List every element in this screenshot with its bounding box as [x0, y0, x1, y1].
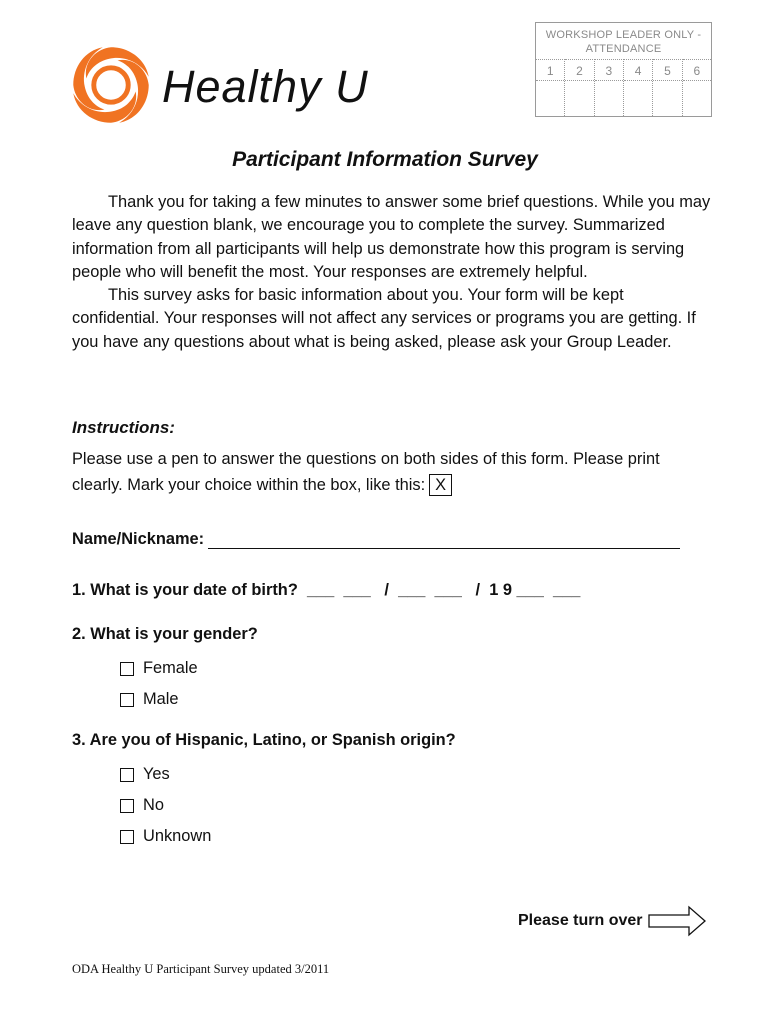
- checkbox[interactable]: [120, 830, 134, 844]
- option-label: No: [143, 796, 164, 814]
- hispanic-option-no[interactable]: [120, 796, 164, 815]
- brand-name: Healthy U: [162, 61, 369, 112]
- attendance-session-cell[interactable]: [565, 59, 594, 116]
- name-label: Name/Nickname:: [72, 530, 205, 548]
- attendance-session-cell[interactable]: [624, 59, 653, 116]
- option-label: Yes: [143, 765, 170, 783]
- checkbox[interactable]: [120, 768, 134, 782]
- footer-note: ODA Healthy U Participant Survey updated 3/2011: [72, 962, 330, 976]
- arrow-right-outline-icon: [647, 905, 707, 937]
- session-number: 1: [546, 64, 554, 78]
- turn-over-note: [518, 905, 707, 937]
- session-number: 2: [576, 64, 583, 78]
- dob-question[interactable]: 1. What is your date of birth? ___ ___ / ___ ___ / 1 9 ___ ___: [72, 581, 581, 599]
- intro-paragraph-2: This survey asks for basic information about you. Your form will be kept confidential. Your responses will not affect any services or programs you are getting. If you have any questions about what is being asked, please ask your Group Leader.: [72, 286, 696, 351]
- option-label: Female: [143, 659, 198, 677]
- gender-option-female[interactable]: [120, 659, 198, 678]
- session-number: 6: [693, 64, 701, 78]
- option-label: Unknown: [143, 827, 212, 845]
- attendance-session-cell[interactable]: [683, 59, 711, 116]
- attendance-box: [535, 22, 712, 117]
- attendance-session-cell[interactable]: [595, 59, 624, 116]
- session-number: 4: [634, 64, 642, 78]
- attendance-heading-line1: WORKSHOP LEADER ONLY -: [545, 29, 702, 41]
- instructions-heading: Instructions:: [72, 418, 175, 437]
- attendance-session-cell[interactable]: [536, 59, 565, 116]
- survey-title: Participant Information Survey: [232, 148, 538, 171]
- example-mark-box: X: [429, 474, 452, 496]
- gender-option-male[interactable]: [120, 690, 179, 709]
- intro-text: [72, 191, 712, 354]
- turn-over-label: Please turn over: [518, 912, 643, 929]
- option-label: Male: [143, 690, 179, 708]
- instructions-body: Please use a pen to answer the questions on both sides of this form. Please print clearly. Mark your choice within the box, like this:: [72, 450, 660, 494]
- instructions-text: [72, 446, 712, 498]
- attendance-heading: [536, 23, 711, 59]
- hispanic-option-yes[interactable]: [120, 765, 170, 784]
- name-question: [72, 530, 680, 549]
- name-field[interactable]: [208, 530, 680, 549]
- checkbox[interactable]: [120, 799, 134, 813]
- hispanic-question: 3. Are you of Hispanic, Latino, or Spanish origin?: [72, 731, 456, 749]
- attendance-session-cell[interactable]: [653, 59, 682, 116]
- session-number: 3: [605, 64, 613, 78]
- attendance-heading-line2: ATTENDANCE: [585, 43, 662, 55]
- session-number: 5: [664, 64, 671, 78]
- hispanic-option-unknown[interactable]: [120, 827, 211, 846]
- gender-question: 2. What is your gender?: [72, 625, 258, 643]
- intro-paragraph-1: Thank you for taking a few minutes to answer some brief questions. While you may leave any question blank, we encourage you to complete the survey. Summarized information from all participants will help us demonstrate how this program is serving people who will benefit the most. Your responses are extremely helpful.: [72, 193, 711, 281]
- checkbox[interactable]: [120, 693, 134, 707]
- checkbox[interactable]: [120, 662, 134, 676]
- swirl-logo-icon: [70, 44, 152, 126]
